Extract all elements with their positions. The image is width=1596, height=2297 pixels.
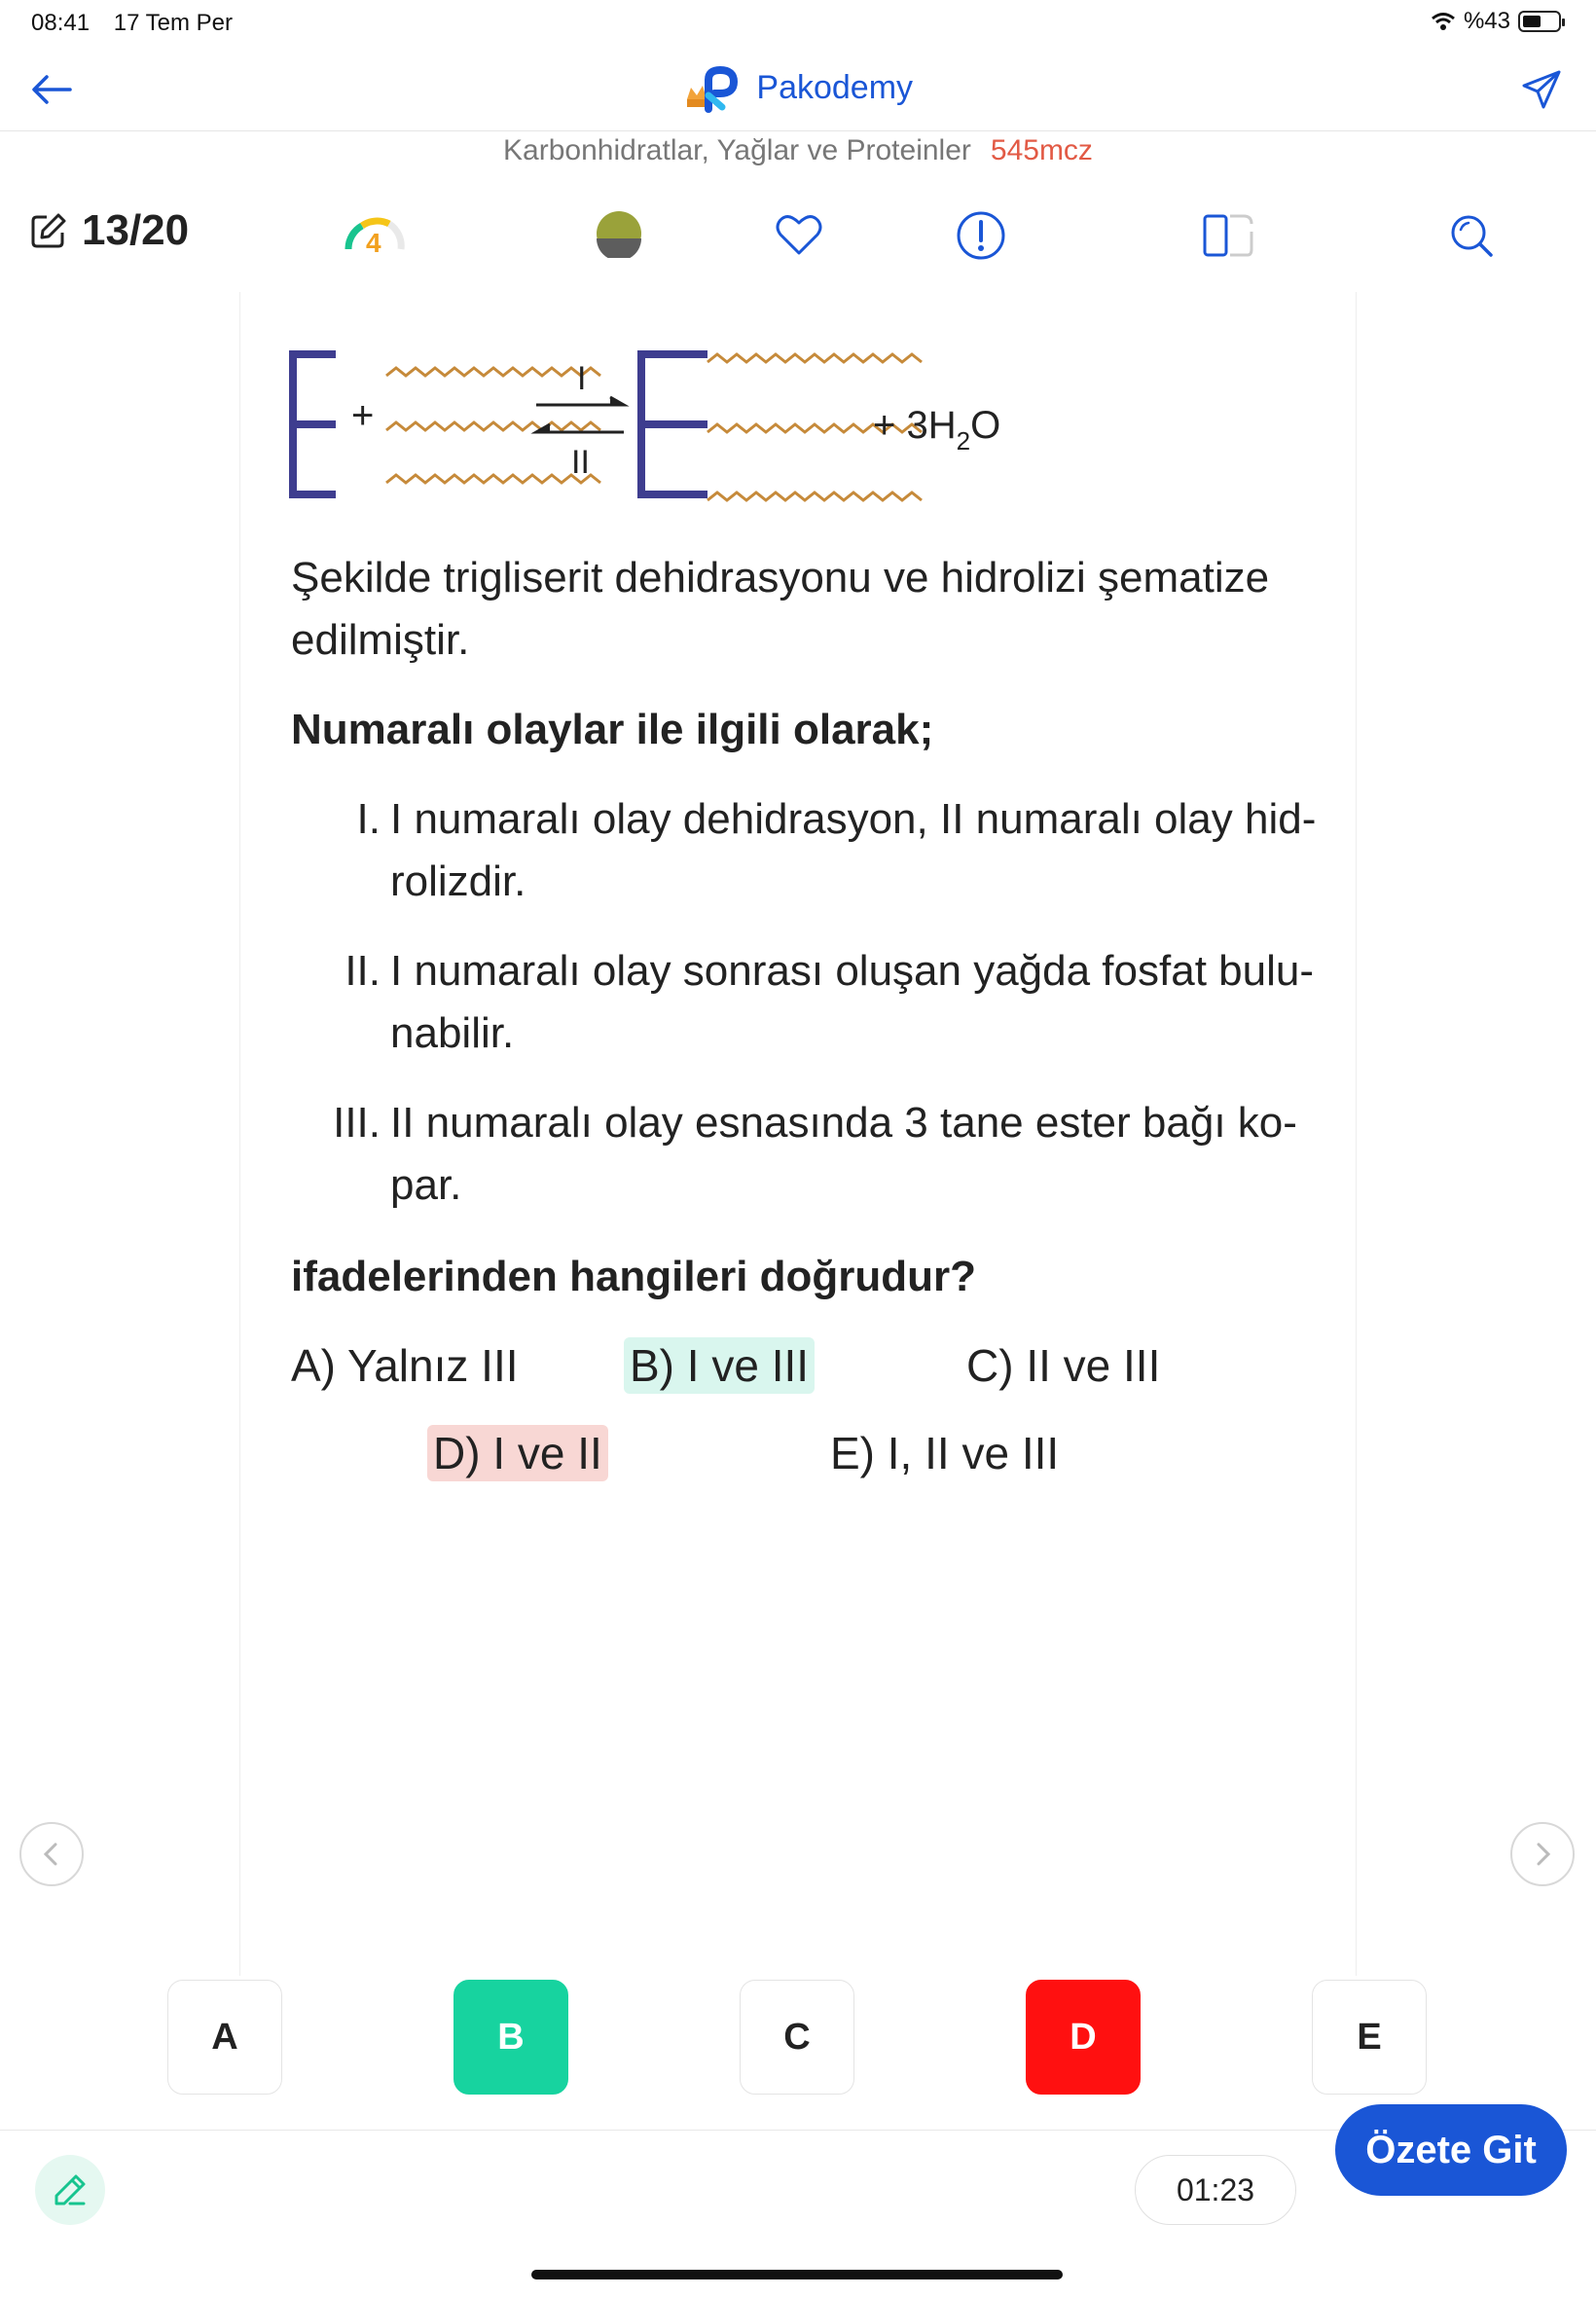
fatty-acid-chain xyxy=(386,422,600,430)
next-question-button[interactable] xyxy=(1510,1822,1575,1886)
glycerol-backbone-left xyxy=(293,354,336,494)
answer-button-b[interactable]: B xyxy=(453,1980,568,2095)
counter-text: 13/20 xyxy=(82,206,190,254)
app-header xyxy=(0,51,1596,131)
triglyceride-diagram xyxy=(279,341,1291,516)
question-toolbar xyxy=(0,195,1596,273)
statement-number: I. xyxy=(356,795,381,843)
statement-number: III. xyxy=(333,1099,381,1147)
forward-label: I xyxy=(577,360,587,397)
difficulty-gauge[interactable] xyxy=(341,206,409,261)
topic-title: Karbonhidratlar, Yağlar ve Proteinler xyxy=(503,134,971,166)
status-date: 17 Tem Per xyxy=(113,10,234,36)
go-to-summary-button[interactable]: Özete Git xyxy=(1335,2104,1567,2196)
search-zoom-icon[interactable] xyxy=(1448,212,1495,259)
statement-line: par. xyxy=(390,1161,462,1209)
statement-item xyxy=(291,1092,1323,1244)
forward-arrow xyxy=(536,397,624,405)
publisher-logo-icon xyxy=(595,209,643,258)
topic-line xyxy=(0,134,1596,167)
plus-sign: + xyxy=(351,394,375,437)
answer-button-d[interactable]: D xyxy=(1026,1980,1141,2095)
ester-chain xyxy=(707,492,922,500)
statement-number: II. xyxy=(345,947,381,995)
question-intro: Şekilde trigliserit dehidrasyonu ve hidrolizi şematize edilmiştir. xyxy=(291,554,1270,664)
answer-button-e[interactable]: E xyxy=(1312,1980,1427,2095)
pakodemy-logo-icon xyxy=(683,66,738,113)
battery-percent: %43 xyxy=(1463,8,1510,34)
send-icon[interactable] xyxy=(1520,68,1563,111)
option-b-correct[interactable]: B) I ve III xyxy=(624,1337,815,1394)
question-area xyxy=(239,292,1357,1976)
timer: 01:23 xyxy=(1135,2155,1296,2225)
status-time: 08:41 xyxy=(31,10,91,36)
chevron-right-icon xyxy=(1531,1841,1554,1868)
option-d-wrong[interactable]: D) I ve II xyxy=(427,1425,608,1481)
statement-item xyxy=(291,788,1323,940)
mcz-count: 545mcz xyxy=(990,134,1093,166)
question-prompt: ifadelerinden hangileri doğrudur? xyxy=(291,1253,977,1300)
draw-button[interactable] xyxy=(35,2155,105,2225)
brand-name: Pakodemy xyxy=(756,68,914,106)
statement-line: I numaralı olay dehidrasyon, II numaralı olay hid- xyxy=(390,795,1317,843)
glycerol-backbone-right xyxy=(641,354,707,494)
statement-list xyxy=(291,788,1323,1244)
question-counter xyxy=(29,206,189,255)
report-alert-icon[interactable] xyxy=(956,210,1006,261)
statement-item xyxy=(291,940,1323,1092)
chevron-left-icon xyxy=(40,1841,63,1868)
statement-line: nabilir. xyxy=(390,1009,515,1057)
statement-line: II numaralı olay esnasında 3 tane ester bağı ko- xyxy=(390,1099,1297,1147)
wifi-icon xyxy=(1431,12,1456,31)
ester-chain xyxy=(707,354,922,362)
answer-button-a[interactable]: A xyxy=(167,1980,282,2095)
battery-icon xyxy=(1518,11,1561,32)
water-product: + $3H_2O$ xyxy=(873,404,1001,456)
brand xyxy=(0,66,1596,113)
previous-question-button[interactable] xyxy=(19,1822,84,1886)
gauge-value: 4 xyxy=(366,228,381,258)
option-c[interactable]: C) II ve III xyxy=(966,1340,1161,1391)
pencil-icon xyxy=(53,2172,88,2207)
statement-line: I numaralı olay sonrası oluşan yağda fosfat bulu- xyxy=(390,947,1314,995)
reverse-label: II xyxy=(571,444,590,481)
fatty-acid-chain xyxy=(386,475,600,483)
layout-toggle-icon[interactable] xyxy=(1201,210,1255,259)
home-indicator[interactable] xyxy=(531,2270,1063,2279)
option-e[interactable]: E) I, II ve III xyxy=(830,1428,1060,1478)
answer-button-c[interactable]: C xyxy=(740,1980,854,2095)
question-stem: Numaralı olaylar ile ilgili olarak; xyxy=(291,706,934,753)
fatty-acid-chain xyxy=(386,368,600,376)
favorite-heart-icon[interactable] xyxy=(775,212,823,257)
statement-line: rolizdir. xyxy=(390,857,526,905)
status-bar xyxy=(0,0,1596,49)
option-a[interactable]: A) Yalnız III xyxy=(291,1340,519,1391)
edit-icon[interactable] xyxy=(29,211,68,250)
publisher-badge xyxy=(592,206,646,261)
